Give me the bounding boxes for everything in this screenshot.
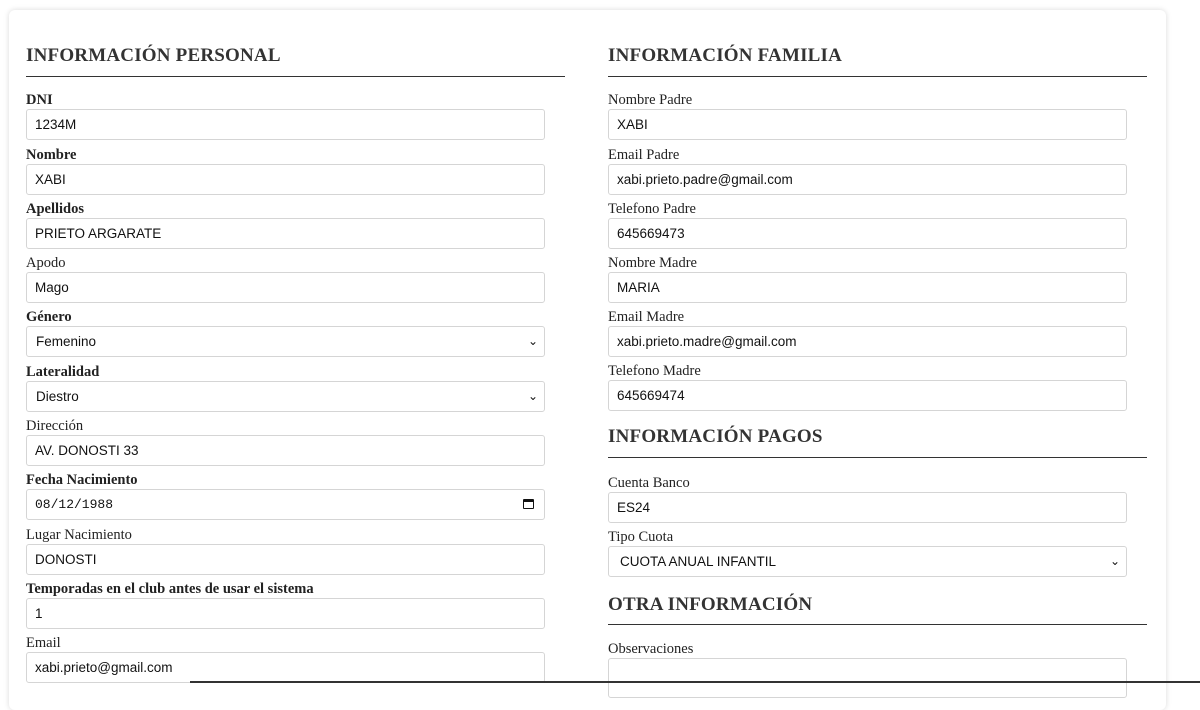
email-madre-input[interactable]: xabi.prieto.madre@gmail.com [608, 326, 1127, 357]
family-info-title: INFORMACIÓN FAMILIA [608, 45, 843, 66]
apellidos-label: Apellidos [26, 201, 85, 217]
personal-info-title: INFORMACIÓN PERSONAL [26, 45, 281, 66]
payments-info-divider [608, 457, 1147, 458]
lateralidad-select-value: Diestro [36, 389, 79, 404]
telefono-padre-input[interactable]: 645669473 [608, 218, 1127, 249]
apodo-label: Apodo [26, 255, 66, 271]
genero-label: Género [26, 309, 72, 325]
nombre-input[interactable]: XABI [26, 164, 545, 195]
calendar-icon[interactable] [523, 499, 534, 509]
personal-info-divider [26, 76, 565, 77]
email-padre-input[interactable]: xabi.prieto.padre@gmail.com [608, 164, 1127, 195]
direccion-label: Dirección [26, 418, 84, 434]
lateralidad-select[interactable] [26, 381, 545, 412]
nombre-padre-label: Nombre Padre [608, 92, 693, 108]
temporadas-label: Temporadas en el club antes de usar el sistema [26, 581, 314, 597]
telefono-madre-input[interactable]: 645669474 [608, 380, 1127, 411]
tipo-cuota-select-value: CUOTA ANUAL INFANTIL [620, 554, 777, 569]
fecha-nacimiento-value: 08/12/1988 [35, 497, 114, 512]
nombre-madre-input[interactable]: MARIA [608, 272, 1127, 303]
nombre-madre-label: Nombre Madre [608, 255, 697, 271]
family-info-divider [608, 76, 1147, 77]
observaciones-textarea[interactable] [608, 658, 1127, 698]
apellidos-input[interactable]: PRIETO ARGARATE [26, 218, 545, 249]
genero-select[interactable] [26, 326, 545, 357]
cuenta-banco-input[interactable]: ES24 [608, 492, 1127, 523]
apodo-input[interactable]: Mago [26, 272, 545, 303]
tipo-cuota-label: Tipo Cuota [608, 529, 674, 545]
telefono-padre-label: Telefono Padre [608, 201, 696, 217]
chevron-down-icon: ⌄ [527, 334, 538, 348]
chevron-down-icon: ⌄ [527, 389, 538, 403]
nombre-label: Nombre [26, 147, 77, 163]
tipo-cuota-select[interactable] [608, 546, 1127, 577]
dni-input[interactable]: 1234M [26, 109, 545, 140]
email-label: Email [26, 635, 61, 651]
lugar-nacimiento-label: Lugar Nacimiento [26, 527, 132, 543]
chevron-down-icon: ⌄ [1109, 554, 1120, 568]
other-info-title: OTRA INFORMACIÓN [608, 594, 813, 615]
email-input[interactable]: xabi.prieto@gmail.com [26, 652, 545, 683]
email-madre-label: Email Madre [608, 309, 685, 325]
lugar-nacimiento-input[interactable]: DONOSTI [26, 544, 545, 575]
observaciones-label: Observaciones [608, 641, 694, 657]
other-info-divider [608, 624, 1147, 625]
telefono-madre-label: Telefono Madre [608, 363, 701, 379]
cuenta-banco-label: Cuenta Banco [608, 475, 690, 491]
temporadas-input[interactable]: 1 [26, 598, 545, 629]
genero-select-value: Femenino [36, 334, 97, 349]
email-padre-label: Email Padre [608, 147, 680, 163]
fecha-nacimiento-label: Fecha Nacimiento [26, 472, 138, 488]
payments-info-title: INFORMACIÓN PAGOS [608, 426, 823, 447]
fecha-nacimiento-input[interactable] [26, 489, 545, 520]
nombre-padre-input[interactable]: XABI [608, 109, 1127, 140]
dni-label: DNI [26, 92, 53, 108]
direccion-input[interactable]: AV. DONOSTI 33 [26, 435, 545, 466]
lateralidad-label: Lateralidad [26, 364, 100, 380]
player-form-card [9, 10, 1166, 710]
